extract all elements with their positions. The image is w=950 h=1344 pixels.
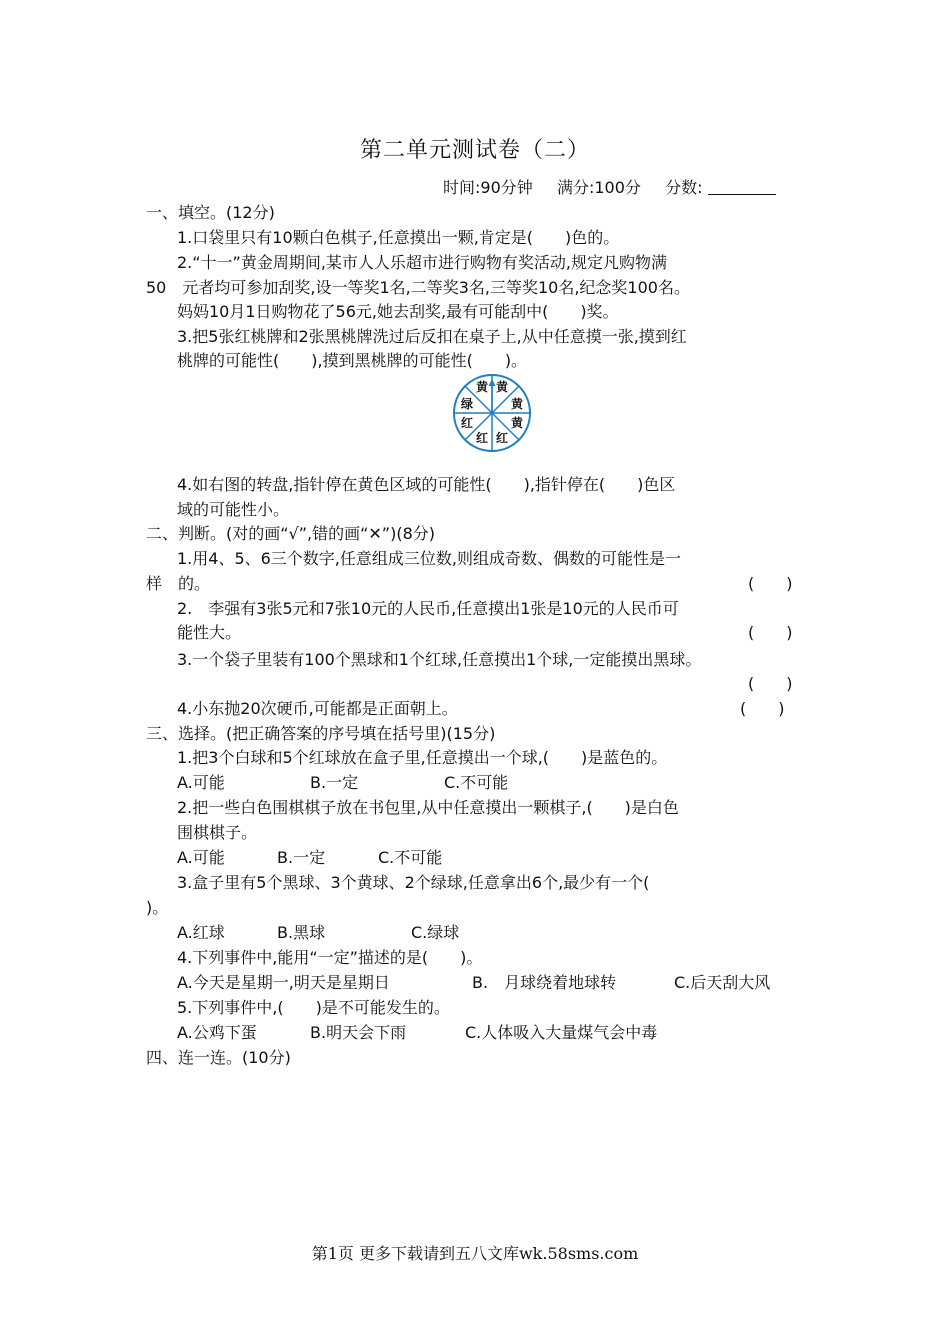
section-3-title: 三、选择。(把正确答案的序号填在括号里)(15分) [146,724,496,743]
exam-header [443,176,776,200]
s1-q3-line1: 3.把5张红桃牌和2张黑桃牌洗过后反扣在桌子上,从中任意摸一张,摸到红 [177,327,687,346]
full-score-label: 满分:100分 [556,178,641,197]
s2-q1-line1: 1.用4、5、6三个数字,任意组成三位数,则组成奇数、偶数的可能性是一 [177,549,681,568]
s3-q1-option-b[interactable]: B.一定 [310,773,359,792]
s3-q2-option-a[interactable]: A.可能 [177,848,225,867]
page-title: 第二单元测试卷（二） [359,138,590,163]
section-1-title: 一、填空。(12分) [146,203,275,222]
s3-q2-option-c[interactable]: C.不可能 [378,848,443,867]
time-label: 时间:90分钟 [443,178,533,197]
s3-q2-option-b[interactable]: B.一定 [277,848,326,867]
s3-q3-line2: )。 [146,898,169,917]
section-2-title: 二、判断。(对的画“√”,错的画“✕”)(8分) [146,524,435,543]
wheel-sector-3: 黄 [510,397,524,411]
s1-q4-line2: 域的可能性小。 [177,500,290,519]
section-4-title: 四、连一连。(10分) [146,1048,291,1067]
s3-q4-option-a[interactable]: A.今天是星期一,明天是星期日 [177,973,390,992]
s3-q5-option-a[interactable]: A.公鸡下蛋 [177,1023,257,1042]
s1-q4-line1: 4.如右图的转盘,指针停在黄色区域的可能性( ),指针停在( )色区 [177,475,676,494]
s3-q5: 5.下列事件中,( )是不可能发生的。 [177,998,450,1017]
s3-q4-option-c[interactable]: C.后天刮大风 [674,973,771,992]
s3-q3-line1: 3.盒子里有5个黑球、3个黄球、2个绿球,任意拿出6个,最少有一个( [177,873,650,892]
s1-q2-line3: 妈妈10月1日购物花了56元,她去刮奖,最有可能刮中( )奖。 [177,302,619,321]
wheel-sector-8: 绿 [460,397,474,411]
s3-q1-option-c[interactable]: C.不可能 [444,773,509,792]
page-footer: 第1页 更多下载请到五八文库wk.58sms.com [311,1244,639,1263]
s3-q4-option-b[interactable]: B. 月球绕着地球转 [472,973,617,992]
s2-q4-answer-paren[interactable]: ( ) [740,699,785,718]
s2-q2-line2: 能性大。 [177,623,242,642]
s2-q1-answer-paren[interactable]: ( ) [748,574,793,593]
s2-q1-line2: 样 的。 [146,574,211,593]
s1-q2-line2: 50 元者均可参加刮奖,设一等奖1名,二等奖3名,三等奖10名,纪念奖100名。 [146,278,690,297]
s3-q1-option-a[interactable]: A.可能 [177,773,225,792]
s1-q1: 1.口袋里只有10颗白色棋子,任意摸出一颗,肯定是( )色的。 [177,228,620,247]
s3-q1: 1.把3个白球和5个红球放在盒子里,任意摸出一个球,( )是蓝色的。 [177,748,668,767]
s2-q2-line1: 2. 李强有3张5元和7张10元的人民币,任意摸出1张是10元的人民币可 [177,599,679,618]
s1-q3-line2: 桃牌的可能性( ),摸到黑桃牌的可能性( )。 [177,351,528,370]
wheel-sector-2: 黄 [495,380,509,394]
wheel-sector-6: 红 [475,431,489,445]
wheel-sector-5: 红 [495,431,509,445]
s3-q5-option-c[interactable]: C.人体吸入大量煤气会中毒 [465,1023,658,1042]
s2-q2-answer-paren[interactable]: ( ) [748,623,793,642]
s3-q2-line1: 2.把一些白色围棋棋子放在书包里,从中任意摸出一颗棋子,( )是白色 [177,798,679,817]
s2-q3-line1: 3.一个袋子里装有100个黑球和1个红球,任意摸出1个球,一定能摸出黑球。 [177,650,702,669]
score-label: 分数: [665,178,703,197]
s3-q3-option-b[interactable]: B.黑球 [277,923,326,942]
spinner-wheel-diagram [452,373,532,453]
wheel-sector-1: 黄 [475,380,489,394]
s3-q5-option-b[interactable]: B.明天会下雨 [310,1023,407,1042]
wheel-sector-7: 红 [460,416,474,430]
s3-q3-option-a[interactable]: A.红球 [177,923,225,942]
s3-q4: 4.下列事件中,能用“一定”描述的是( )。 [177,948,483,967]
s3-q3-option-c[interactable]: C.绿球 [411,923,460,942]
s2-q4: 4.小东抛20次硬币,可能都是正面朝上。 [177,699,458,718]
wheel-sector-4: 黄 [510,416,524,430]
s2-q3-answer-paren[interactable]: ( ) [748,674,793,693]
s1-q2-line1: 2.“十一”黄金周期间,某市人人乐超市进行购物有奖活动,规定凡购物满 [177,253,668,272]
score-blank[interactable] [708,177,776,195]
s3-q2-line2: 围棋棋子。 [177,823,258,842]
